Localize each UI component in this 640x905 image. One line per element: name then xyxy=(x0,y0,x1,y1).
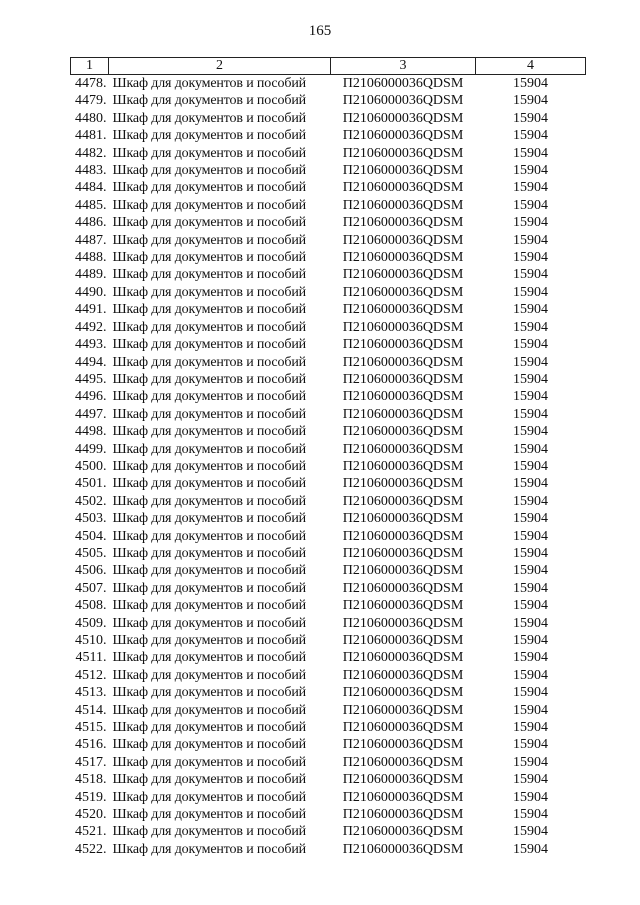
item-price: 15904 xyxy=(513,511,548,527)
item-code: П2106000036QDSM xyxy=(342,702,464,718)
row-number: 4478. xyxy=(75,76,107,91)
table-row xyxy=(71,510,586,527)
item-code: П2106000036QDSM xyxy=(342,424,464,440)
item-code: П2106000036QDSM xyxy=(342,354,464,370)
table-row xyxy=(71,162,586,179)
item-code: П2106000036QDSM xyxy=(342,789,464,805)
column-header-4: 4 xyxy=(476,58,586,75)
item-name: Шкаф для документов и пособий xyxy=(112,807,307,823)
item-code: П2106000036QDSM xyxy=(342,406,464,422)
table-row xyxy=(71,649,586,666)
item-name: Шкаф для документов и пособий xyxy=(112,789,307,805)
row-number: 4492. xyxy=(75,319,107,335)
item-name: Шкаф для документов и пособий xyxy=(112,441,307,457)
table-row xyxy=(71,284,586,301)
row-number: 4502. xyxy=(75,493,107,509)
item-name: Шкаф для документов и пособий xyxy=(112,545,307,561)
row-number: 4487. xyxy=(75,232,107,248)
table-row xyxy=(71,719,586,736)
item-code: П2106000036QDSM xyxy=(342,633,464,648)
table-row xyxy=(71,92,586,109)
row-number: 4489. xyxy=(75,267,107,283)
item-name: Шкаф для документов и пособий xyxy=(112,163,307,179)
item-price: 15904 xyxy=(513,302,548,318)
table-row xyxy=(71,75,586,93)
item-code: П2106000036QDSM xyxy=(342,145,464,161)
table-row xyxy=(71,423,586,440)
item-code: П2106000036QDSM xyxy=(342,685,464,701)
item-code: П2106000036QDSM xyxy=(342,754,464,770)
row-number: 4497. xyxy=(75,406,107,422)
row-number: 4511. xyxy=(75,650,107,666)
item-name: Шкаф для документов и пособий xyxy=(112,667,307,683)
item-price: 15904 xyxy=(513,250,548,266)
item-name: Шкаф для документов и пособий xyxy=(112,215,307,231)
row-number: 4518. xyxy=(75,772,107,788)
item-name: Шкаф для документов и пособий xyxy=(112,424,307,440)
item-price: 15904 xyxy=(513,232,548,248)
table-row xyxy=(71,354,586,371)
item-price: 15904 xyxy=(513,180,548,196)
table-row xyxy=(71,197,586,214)
item-price: 15904 xyxy=(513,528,548,544)
row-number: 4491. xyxy=(75,302,107,318)
table-row xyxy=(71,406,586,423)
row-number: 4500. xyxy=(75,458,107,474)
table-row xyxy=(71,319,586,336)
item-name: Шкаф для документов и пособий xyxy=(112,528,307,544)
item-price: 15904 xyxy=(513,615,548,631)
table-row xyxy=(71,214,586,231)
item-code: П2106000036QDSM xyxy=(342,110,464,126)
item-code: П2106000036QDSM xyxy=(342,580,464,596)
item-code: П2106000036QDSM xyxy=(342,215,464,231)
item-code: П2106000036QDSM xyxy=(342,180,464,196)
row-number: 4490. xyxy=(75,284,107,300)
row-number: 4486. xyxy=(75,215,107,231)
item-name: Шкаф для документов и пособий xyxy=(112,702,307,718)
item-name: Шкаф для документов и пособий xyxy=(112,824,307,840)
item-name: Шкаф для документов и пособий xyxy=(112,232,307,248)
inventory-table xyxy=(70,57,586,858)
row-number: 4501. xyxy=(75,476,107,492)
row-number: 4513. xyxy=(75,685,107,701)
item-price: 15904 xyxy=(513,476,548,492)
item-name: Шкаф для документов и пособий xyxy=(112,284,307,300)
item-name: Шкаф для документов и пособий xyxy=(112,180,307,196)
item-name: Шкаф для документов и пособий xyxy=(112,476,307,492)
row-number: 4507. xyxy=(75,580,107,596)
table-row xyxy=(71,458,586,475)
row-number: 4519. xyxy=(75,789,107,805)
table-row xyxy=(71,145,586,162)
item-code: П2106000036QDSM xyxy=(342,545,464,561)
item-code: П2106000036QDSM xyxy=(342,371,464,387)
item-code: П2106000036QDSM xyxy=(342,615,464,631)
row-number: 4521. xyxy=(75,824,107,840)
item-name: Шкаф для документов и пособий xyxy=(112,841,307,857)
table-row xyxy=(71,301,586,318)
item-price: 15904 xyxy=(513,650,548,666)
item-name: Шкаф для документов и пособий xyxy=(112,633,307,648)
table-row xyxy=(71,736,586,753)
item-name: Шкаф для документов и пособий xyxy=(112,354,307,370)
table-row xyxy=(71,632,586,649)
item-code: П2106000036QDSM xyxy=(342,337,464,353)
column-header-2: 2 xyxy=(109,58,331,75)
item-name: Шкаф для документов и пособий xyxy=(112,458,307,474)
item-code: П2106000036QDSM xyxy=(342,389,464,405)
table-row xyxy=(71,336,586,353)
row-number: 4499. xyxy=(75,441,107,457)
item-name: Шкаф для документов и пособий xyxy=(112,685,307,701)
header-row xyxy=(71,58,586,75)
column-header-3: 3 xyxy=(331,58,476,75)
item-name: Шкаф для документов и пособий xyxy=(112,493,307,509)
item-price: 15904 xyxy=(513,337,548,353)
table-row xyxy=(71,684,586,701)
row-number: 4520. xyxy=(75,807,107,823)
item-name: Шкаф для документов и пособий xyxy=(112,337,307,353)
table-header xyxy=(71,58,586,75)
item-price: 15904 xyxy=(513,633,548,648)
item-price: 15904 xyxy=(513,545,548,561)
row-number: 4480. xyxy=(75,110,107,126)
row-number: 4517. xyxy=(75,754,107,770)
item-price: 15904 xyxy=(513,841,548,857)
item-code: П2106000036QDSM xyxy=(342,598,464,614)
item-code: П2106000036QDSM xyxy=(342,458,464,474)
item-code: П2106000036QDSM xyxy=(342,737,464,753)
item-name: Шкаф для документов и пособий xyxy=(112,110,307,126)
item-price: 15904 xyxy=(513,737,548,753)
item-price: 15904 xyxy=(513,145,548,161)
item-price: 15904 xyxy=(513,441,548,457)
row-number: 4498. xyxy=(75,424,107,440)
item-price: 15904 xyxy=(513,458,548,474)
item-price: 15904 xyxy=(513,197,548,213)
row-number: 4494. xyxy=(75,354,107,370)
item-price: 15904 xyxy=(513,685,548,701)
item-name: Шкаф для документов и пособий xyxy=(112,754,307,770)
table-row xyxy=(71,266,586,283)
table-row xyxy=(71,110,586,127)
item-price: 15904 xyxy=(513,824,548,840)
row-number: 4522. xyxy=(75,841,107,857)
table-row xyxy=(71,249,586,266)
item-code: П2106000036QDSM xyxy=(342,824,464,840)
item-code: П2106000036QDSM xyxy=(342,511,464,527)
item-price: 15904 xyxy=(513,389,548,405)
item-price: 15904 xyxy=(513,598,548,614)
table-row xyxy=(71,789,586,806)
row-number: 4506. xyxy=(75,563,107,579)
table-row xyxy=(71,580,586,597)
item-price: 15904 xyxy=(513,563,548,579)
item-name: Шкаф для документов и пособий xyxy=(112,319,307,335)
item-code: П2106000036QDSM xyxy=(342,93,464,109)
row-number: 4504. xyxy=(75,528,107,544)
table-row xyxy=(71,371,586,388)
row-number: 4514. xyxy=(75,702,107,718)
item-price: 15904 xyxy=(513,163,548,179)
item-price: 15904 xyxy=(513,754,548,770)
item-price: 15904 xyxy=(513,371,548,387)
item-name: Шкаф для документов и пособий xyxy=(112,511,307,527)
row-number: 4505. xyxy=(75,545,107,561)
item-code: П2106000036QDSM xyxy=(342,667,464,683)
item-name: Шкаф для документов и пособий xyxy=(112,598,307,614)
item-price: 15904 xyxy=(513,580,548,596)
item-name: Шкаф для документов и пособий xyxy=(112,302,307,318)
table-row xyxy=(71,528,586,545)
item-code: П2106000036QDSM xyxy=(342,720,464,736)
table-row xyxy=(71,388,586,405)
column-header-1: 1 xyxy=(71,58,109,75)
item-code: П2106000036QDSM xyxy=(342,563,464,579)
item-price: 15904 xyxy=(513,789,548,805)
item-code: П2106000036QDSM xyxy=(342,493,464,509)
item-price: 15904 xyxy=(513,702,548,718)
item-code: П2106000036QDSM xyxy=(342,807,464,823)
row-number: 4503. xyxy=(75,511,107,527)
table-row xyxy=(71,475,586,492)
item-name: Шкаф для документов и пособий xyxy=(112,389,307,405)
row-number: 4510. xyxy=(75,633,107,648)
item-name: Шкаф для документов и пособий xyxy=(112,93,307,109)
table-row xyxy=(71,232,586,249)
item-price: 15904 xyxy=(513,76,548,91)
item-name: Шкаф для документов и пособий xyxy=(112,197,307,213)
row-number: 4509. xyxy=(75,615,107,631)
item-price: 15904 xyxy=(513,424,548,440)
table-row xyxy=(71,823,586,840)
item-name: Шкаф для документов и пособий xyxy=(112,250,307,266)
item-name: Шкаф для документов и пособий xyxy=(112,772,307,788)
item-name: Шкаф для документов и пособий xyxy=(112,128,307,144)
item-name: Шкаф для документов и пособий xyxy=(112,650,307,666)
item-code: П2106000036QDSM xyxy=(342,267,464,283)
item-code: П2106000036QDSM xyxy=(342,302,464,318)
item-name: Шкаф для документов и пособий xyxy=(112,615,307,631)
item-price: 15904 xyxy=(513,720,548,736)
table-row xyxy=(71,754,586,771)
table-row xyxy=(71,545,586,562)
table-row xyxy=(71,841,586,858)
table-row xyxy=(71,562,586,579)
item-code: П2106000036QDSM xyxy=(342,650,464,666)
item-price: 15904 xyxy=(513,354,548,370)
item-price: 15904 xyxy=(513,807,548,823)
item-code: П2106000036QDSM xyxy=(342,232,464,248)
row-number: 4512. xyxy=(75,667,107,683)
row-number: 4484. xyxy=(75,180,107,196)
row-number: 4493. xyxy=(75,337,107,353)
item-price: 15904 xyxy=(513,493,548,509)
row-number: 4515. xyxy=(75,720,107,736)
item-name: Шкаф для документов и пособий xyxy=(112,580,307,596)
item-price: 15904 xyxy=(513,215,548,231)
row-number: 4496. xyxy=(75,389,107,405)
table-row xyxy=(71,615,586,632)
item-code: П2106000036QDSM xyxy=(342,476,464,492)
item-code: П2106000036QDSM xyxy=(342,841,464,857)
table-row xyxy=(71,127,586,144)
row-number: 4481. xyxy=(75,128,107,144)
table-body xyxy=(71,75,586,859)
item-price: 15904 xyxy=(513,406,548,422)
table-row xyxy=(71,597,586,614)
row-number: 4516. xyxy=(75,737,107,753)
item-code: П2106000036QDSM xyxy=(342,441,464,457)
table-row xyxy=(71,771,586,788)
item-code: П2106000036QDSM xyxy=(342,319,464,335)
table-row xyxy=(71,493,586,510)
row-number: 4495. xyxy=(75,371,107,387)
item-name: Шкаф для документов и пособий xyxy=(112,563,307,579)
item-code: П2106000036QDSM xyxy=(342,284,464,300)
item-code: П2106000036QDSM xyxy=(342,250,464,266)
row-number: 4488. xyxy=(75,250,107,266)
item-code: П2106000036QDSM xyxy=(342,528,464,544)
row-number: 4482. xyxy=(75,145,107,161)
item-price: 15904 xyxy=(513,319,548,335)
table-row xyxy=(71,702,586,719)
row-number: 4479. xyxy=(75,93,107,109)
row-number: 4508. xyxy=(75,598,107,614)
item-price: 15904 xyxy=(513,93,548,109)
page-number: 165 xyxy=(308,23,332,39)
item-code: П2106000036QDSM xyxy=(342,128,464,144)
item-code: П2106000036QDSM xyxy=(342,163,464,179)
table-row xyxy=(71,441,586,458)
item-name: Шкаф для документов и пособий xyxy=(112,267,307,283)
item-name: Шкаф для документов и пособий xyxy=(112,720,307,736)
item-price: 15904 xyxy=(513,267,548,283)
row-number: 4483. xyxy=(75,163,107,179)
item-price: 15904 xyxy=(513,110,548,126)
item-code: П2106000036QDSM xyxy=(342,76,464,91)
item-code: П2106000036QDSM xyxy=(342,197,464,213)
item-price: 15904 xyxy=(513,667,548,683)
row-number: 4485. xyxy=(75,197,107,213)
table-row xyxy=(71,667,586,684)
item-price: 15904 xyxy=(513,772,548,788)
item-name: Шкаф для документов и пособий xyxy=(112,737,307,753)
table-row xyxy=(71,806,586,823)
table-row xyxy=(71,179,586,196)
item-code: П2106000036QDSM xyxy=(342,772,464,788)
item-price: 15904 xyxy=(513,284,548,300)
item-name: Шкаф для документов и пособий xyxy=(112,76,307,91)
item-price: 15904 xyxy=(513,128,548,144)
item-name: Шкаф для документов и пособий xyxy=(112,406,307,422)
item-name: Шкаф для документов и пособий xyxy=(112,371,307,387)
item-name: Шкаф для документов и пособий xyxy=(112,145,307,161)
